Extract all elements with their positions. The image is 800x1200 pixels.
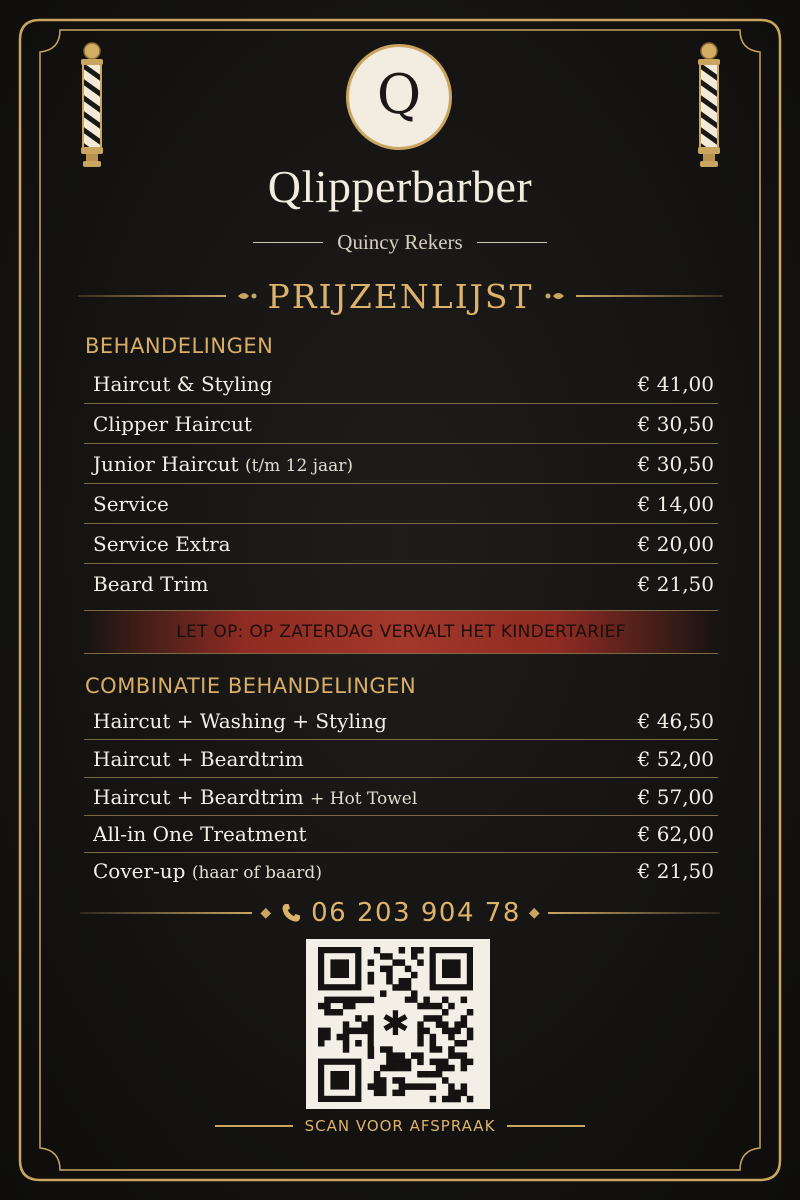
list-item (84, 816, 718, 853)
divider (215, 1125, 293, 1127)
scan-label: SCAN VOOR AFSPRAAK (304, 1117, 496, 1135)
list-item (84, 364, 718, 404)
barber-pole-icon (78, 42, 106, 170)
service-label: Haircut + Beardtrim (93, 746, 304, 771)
price-list-behandelingen (84, 364, 718, 604)
scan-row (215, 1114, 585, 1138)
logo-letter: Q (376, 63, 422, 126)
ornament-icon: ◆ (528, 905, 540, 921)
service-note: + Hot Towel (310, 788, 418, 809)
brand-logo (346, 44, 452, 150)
service-price: € 30,50 (637, 411, 714, 436)
list-item (84, 702, 718, 740)
list-item (84, 778, 718, 816)
price-list-combinatie (84, 702, 718, 889)
page-title: PRIJZENLIJST (267, 276, 534, 316)
list-item (84, 524, 718, 564)
list-item (84, 853, 718, 889)
service-label: Service Extra (93, 531, 231, 556)
service-label: Haircut + Beardtrim + Hot Towel (93, 784, 418, 809)
divider (78, 295, 226, 297)
list-item (84, 564, 718, 604)
divider (507, 1125, 585, 1127)
phone-row (80, 896, 720, 930)
qr-code-graphic (306, 939, 490, 1109)
title-row (78, 275, 723, 317)
divider (253, 242, 323, 243)
service-label: All-in One Treatment (93, 822, 307, 846)
service-price: € 52,00 (637, 746, 714, 771)
ornament-icon (544, 290, 566, 302)
list-item (84, 404, 718, 444)
service-price: € 20,00 (637, 531, 714, 556)
service-note: (haar of baard) (191, 863, 322, 883)
service-label: Junior Haircut (t/m 12 jaar) (93, 451, 353, 476)
phone-number[interactable]: 06 203 904 78 (311, 898, 521, 928)
owner-row (0, 230, 800, 255)
service-price: € 62,00 (637, 822, 714, 846)
service-price: € 21,50 (637, 572, 714, 596)
section-heading-behandelingen: BEHANDELINGEN (85, 334, 274, 358)
service-price: € 21,50 (637, 859, 714, 883)
service-price: € 30,50 (637, 451, 714, 476)
service-label: Service (93, 491, 169, 516)
service-label: Cover-up (haar of baard) (93, 859, 322, 883)
list-item (84, 444, 718, 484)
ornament-icon: ◆ (260, 905, 272, 921)
service-label: Haircut & Styling (93, 371, 273, 396)
owner-name: Quincy Rekers (337, 230, 463, 254)
ornament-icon (236, 290, 258, 302)
notice-text: LET OP: OP ZATERDAG VERVALT HET KINDERTARIEF (176, 622, 626, 642)
list-item (84, 740, 718, 778)
service-label: Clipper Haircut (93, 411, 252, 436)
service-note: (t/m 12 jaar) (244, 455, 353, 476)
section-heading-combinatie: COMBINATIE BEHANDELINGEN (85, 674, 417, 698)
divider (477, 242, 547, 243)
brand-name: Qlipperbarber (267, 161, 533, 212)
phone-icon (279, 901, 303, 925)
divider (576, 295, 724, 297)
barber-pole-icon (695, 42, 723, 170)
service-label: Haircut + Washing + Styling (93, 708, 387, 733)
service-label: Beard Trim (93, 572, 209, 596)
service-price: € 41,00 (637, 371, 714, 396)
divider (80, 912, 252, 914)
svg-text:✱: ✱ (381, 1004, 410, 1045)
service-price: € 57,00 (637, 784, 714, 809)
qr-code[interactable] (306, 939, 490, 1109)
service-price: € 14,00 (637, 491, 714, 516)
divider (548, 912, 720, 914)
list-item (84, 484, 718, 524)
notice-banner (84, 610, 718, 654)
service-price: € 46,50 (637, 708, 714, 733)
